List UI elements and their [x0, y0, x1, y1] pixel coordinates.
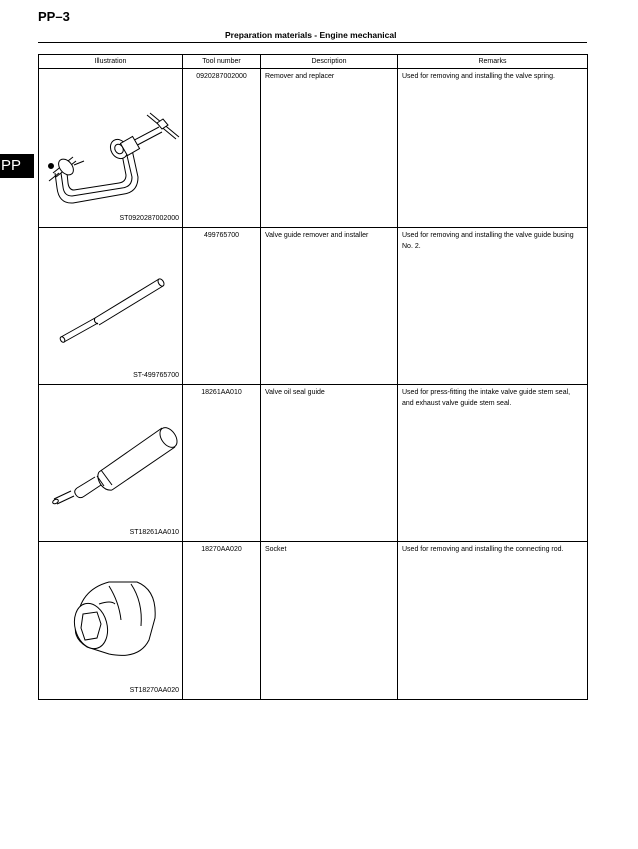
remarks-cell: Used for removing and installing the valve spring.	[398, 69, 588, 228]
table-row	[39, 385, 588, 542]
tool-number-cell: 18261AA010	[183, 385, 261, 542]
illustration-label: ST-499765700	[133, 371, 179, 379]
table-row	[39, 228, 588, 385]
illustration-cell	[39, 542, 183, 700]
page-title: Preparation materials - Engine mechanical	[225, 30, 397, 40]
description-cell: Socket	[261, 542, 398, 700]
illustration-cell	[39, 385, 183, 542]
illustration-label: ST0920287002000	[119, 214, 179, 222]
description-cell: Valve guide remover and installer	[261, 228, 398, 385]
column-header-tool-number: Tool number	[183, 55, 261, 69]
table-row	[39, 542, 588, 700]
tools-table	[38, 54, 588, 700]
remarks-cell: Used for press-fitting the intake valve guide stem seal, and exhaust valve guide stem seal.	[398, 385, 588, 542]
illustration-label: ST18270AA020	[129, 686, 179, 694]
remarks-cell: Used for removing and installing the valve guide busing No. 2.	[398, 228, 588, 385]
table-header-row	[39, 55, 588, 69]
page-number: PP–3	[38, 9, 70, 24]
valve-guide-remover-icon	[39, 228, 183, 384]
illustration-label: ST18261AA010	[129, 528, 179, 536]
column-header-description: Description	[261, 55, 398, 69]
valve-spring-compressor-icon	[39, 69, 183, 227]
valve-oil-seal-guide-icon	[39, 385, 183, 541]
section-tab: PP	[0, 154, 34, 178]
tool-number-cell: 18270AA020	[183, 542, 261, 700]
header-divider	[38, 42, 587, 43]
description-cell: Valve oil seal guide	[261, 385, 398, 542]
column-header-illustration: Illustration	[39, 55, 183, 69]
remarks-cell: Used for removing and installing the connecting rod.	[398, 542, 588, 700]
tool-number-cell: 499765700	[183, 228, 261, 385]
description-cell: Remover and replacer	[261, 69, 398, 228]
illustration-cell	[39, 228, 183, 385]
tool-number-cell: 0920287002000	[183, 69, 261, 228]
column-header-remarks: Remarks	[398, 55, 588, 69]
table-row	[39, 69, 588, 228]
illustration-cell	[39, 69, 183, 228]
socket-icon	[39, 542, 183, 699]
